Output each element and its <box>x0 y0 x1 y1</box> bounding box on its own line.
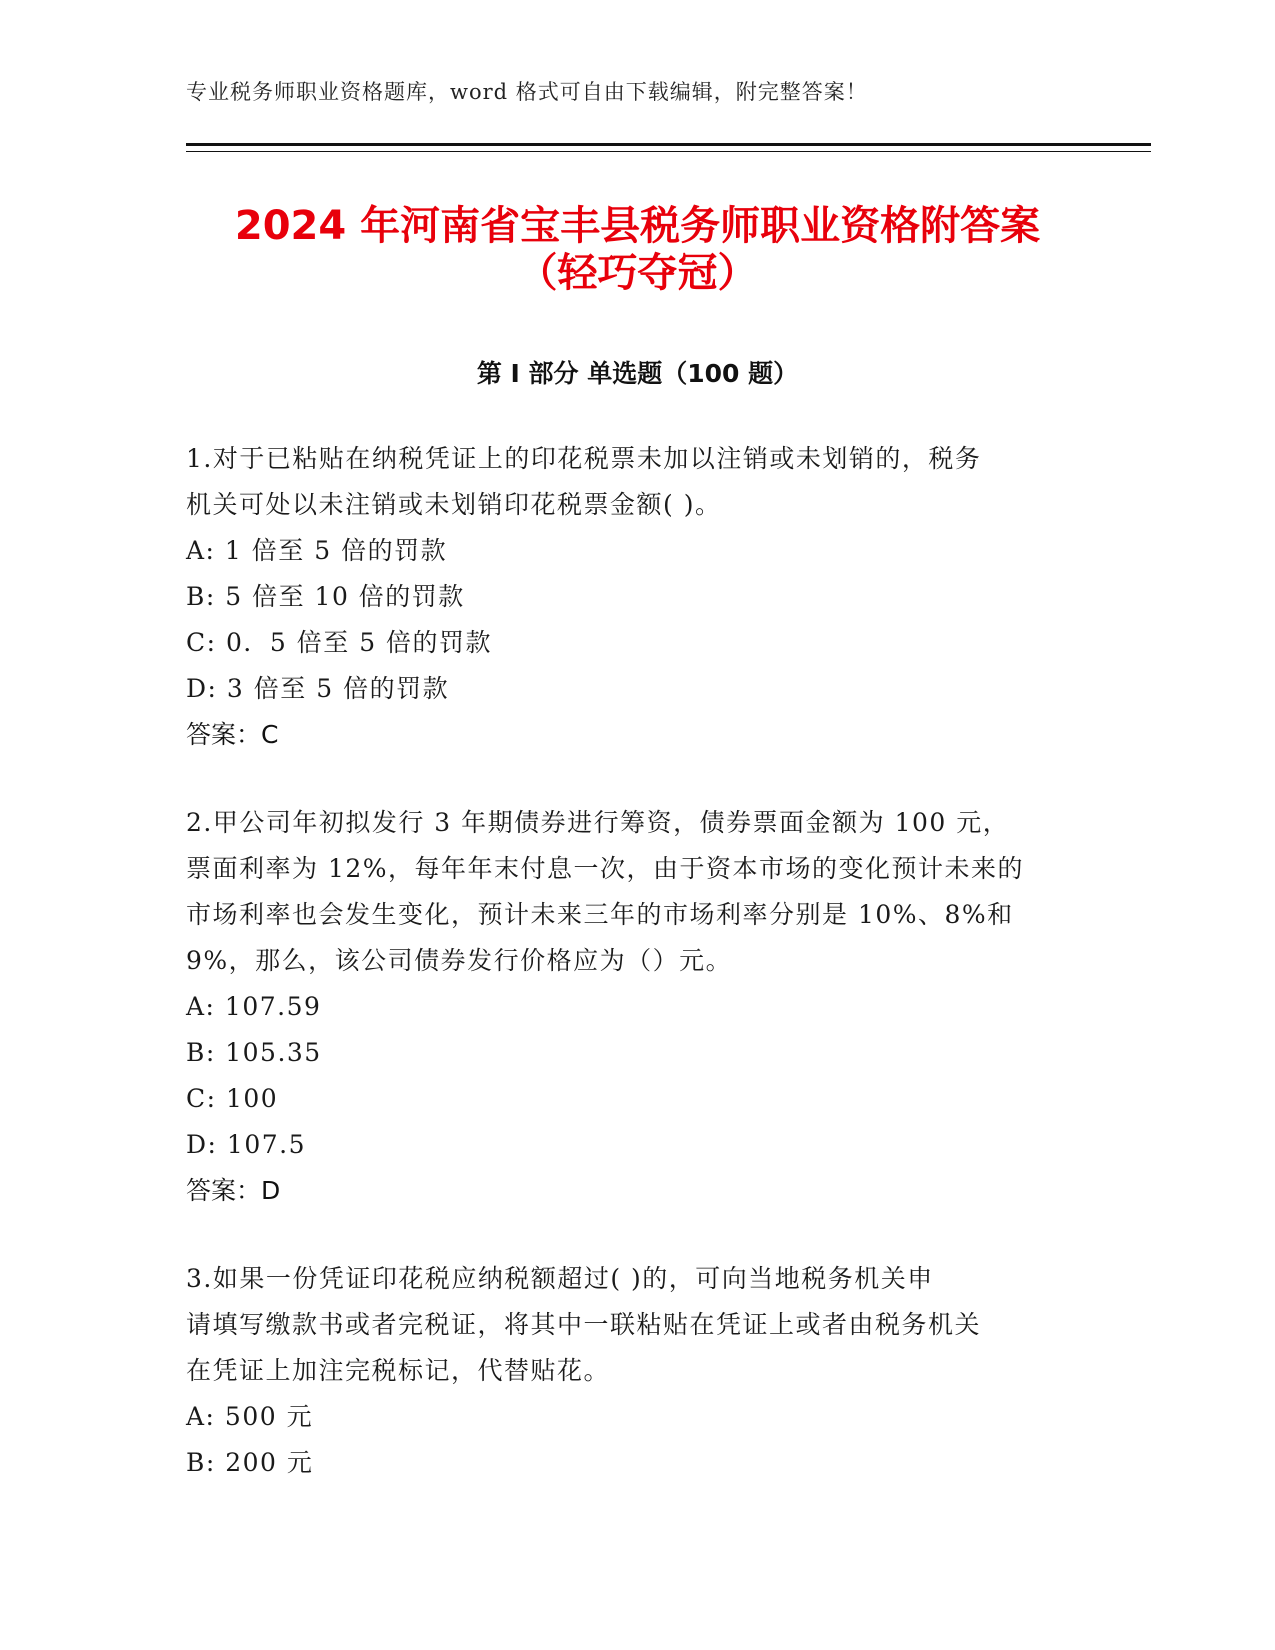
question-list <box>186 436 1086 1528</box>
question-text-line: 2.甲公司年初拟发行 3 年期债券进行筹资，债券票面金额为 100 元， <box>186 808 1010 837</box>
option-d: D: 3 倍至 5 倍的罚款 <box>186 674 450 703</box>
header-rule-thin <box>186 151 1151 152</box>
option-a: A: 1 倍至 5 倍的罚款 <box>186 536 448 565</box>
question-text-line: 市场利率也会发生变化，预计未来三年的市场利率分别是 10%、8%和 <box>186 900 1014 929</box>
question-2 <box>186 800 1086 1214</box>
question-text-line: 机关可处以未注销或未划销印花税票金额( )。 <box>186 490 722 519</box>
option-c: C: 100 <box>186 1084 279 1113</box>
answer: 答案：D <box>186 1176 281 1205</box>
option-d: D: 107.5 <box>186 1130 306 1159</box>
option-b: B: 5 倍至 10 倍的罚款 <box>186 582 465 611</box>
header-rule-thick <box>186 143 1151 146</box>
header-note: 专业税务师职业资格题库，word 格式可自由下载编辑，附完整答案！ <box>186 80 868 104</box>
answer: 答案：C <box>186 720 279 749</box>
option-b: B: 200 元 <box>186 1448 314 1477</box>
option-a: A: 500 元 <box>186 1402 314 1431</box>
question-3 <box>186 1256 1086 1486</box>
document-title-line-1: 2024 年河南省宝丰县税务师职业资格附答案 <box>234 203 1041 249</box>
document-title-line-2: （轻巧夺冠） <box>517 250 758 296</box>
question-text-line: 请填写缴款书或者完税证，将其中一联粘贴在凭证上或者由税务机关 <box>186 1310 982 1339</box>
question-text-line: 票面利率为 12%，每年年末付息一次，由于资本市场的变化预计未来的 <box>186 854 1025 883</box>
option-c: C: 0．5 倍至 5 倍的罚款 <box>186 628 493 657</box>
section-heading: 第 I 部分 单选题（100 题） <box>476 359 799 388</box>
question-text-line: 1.对于已粘贴在纳税凭证上的印花税票未加以注销或未划销的，税务 <box>186 444 982 473</box>
option-a: A: 107.59 <box>186 992 322 1021</box>
option-b: B: 105.35 <box>186 1038 322 1067</box>
question-text-line: 9%，那么，该公司债券发行价格应为（）元。 <box>186 946 733 975</box>
question-text-line: 3.如果一份凭证印花税应纳税额超过( )的，可向当地税务机关申 <box>186 1264 934 1293</box>
question-text-line: 在凭证上加注完税标记，代替贴花。 <box>186 1356 611 1385</box>
question-1 <box>186 436 1086 758</box>
